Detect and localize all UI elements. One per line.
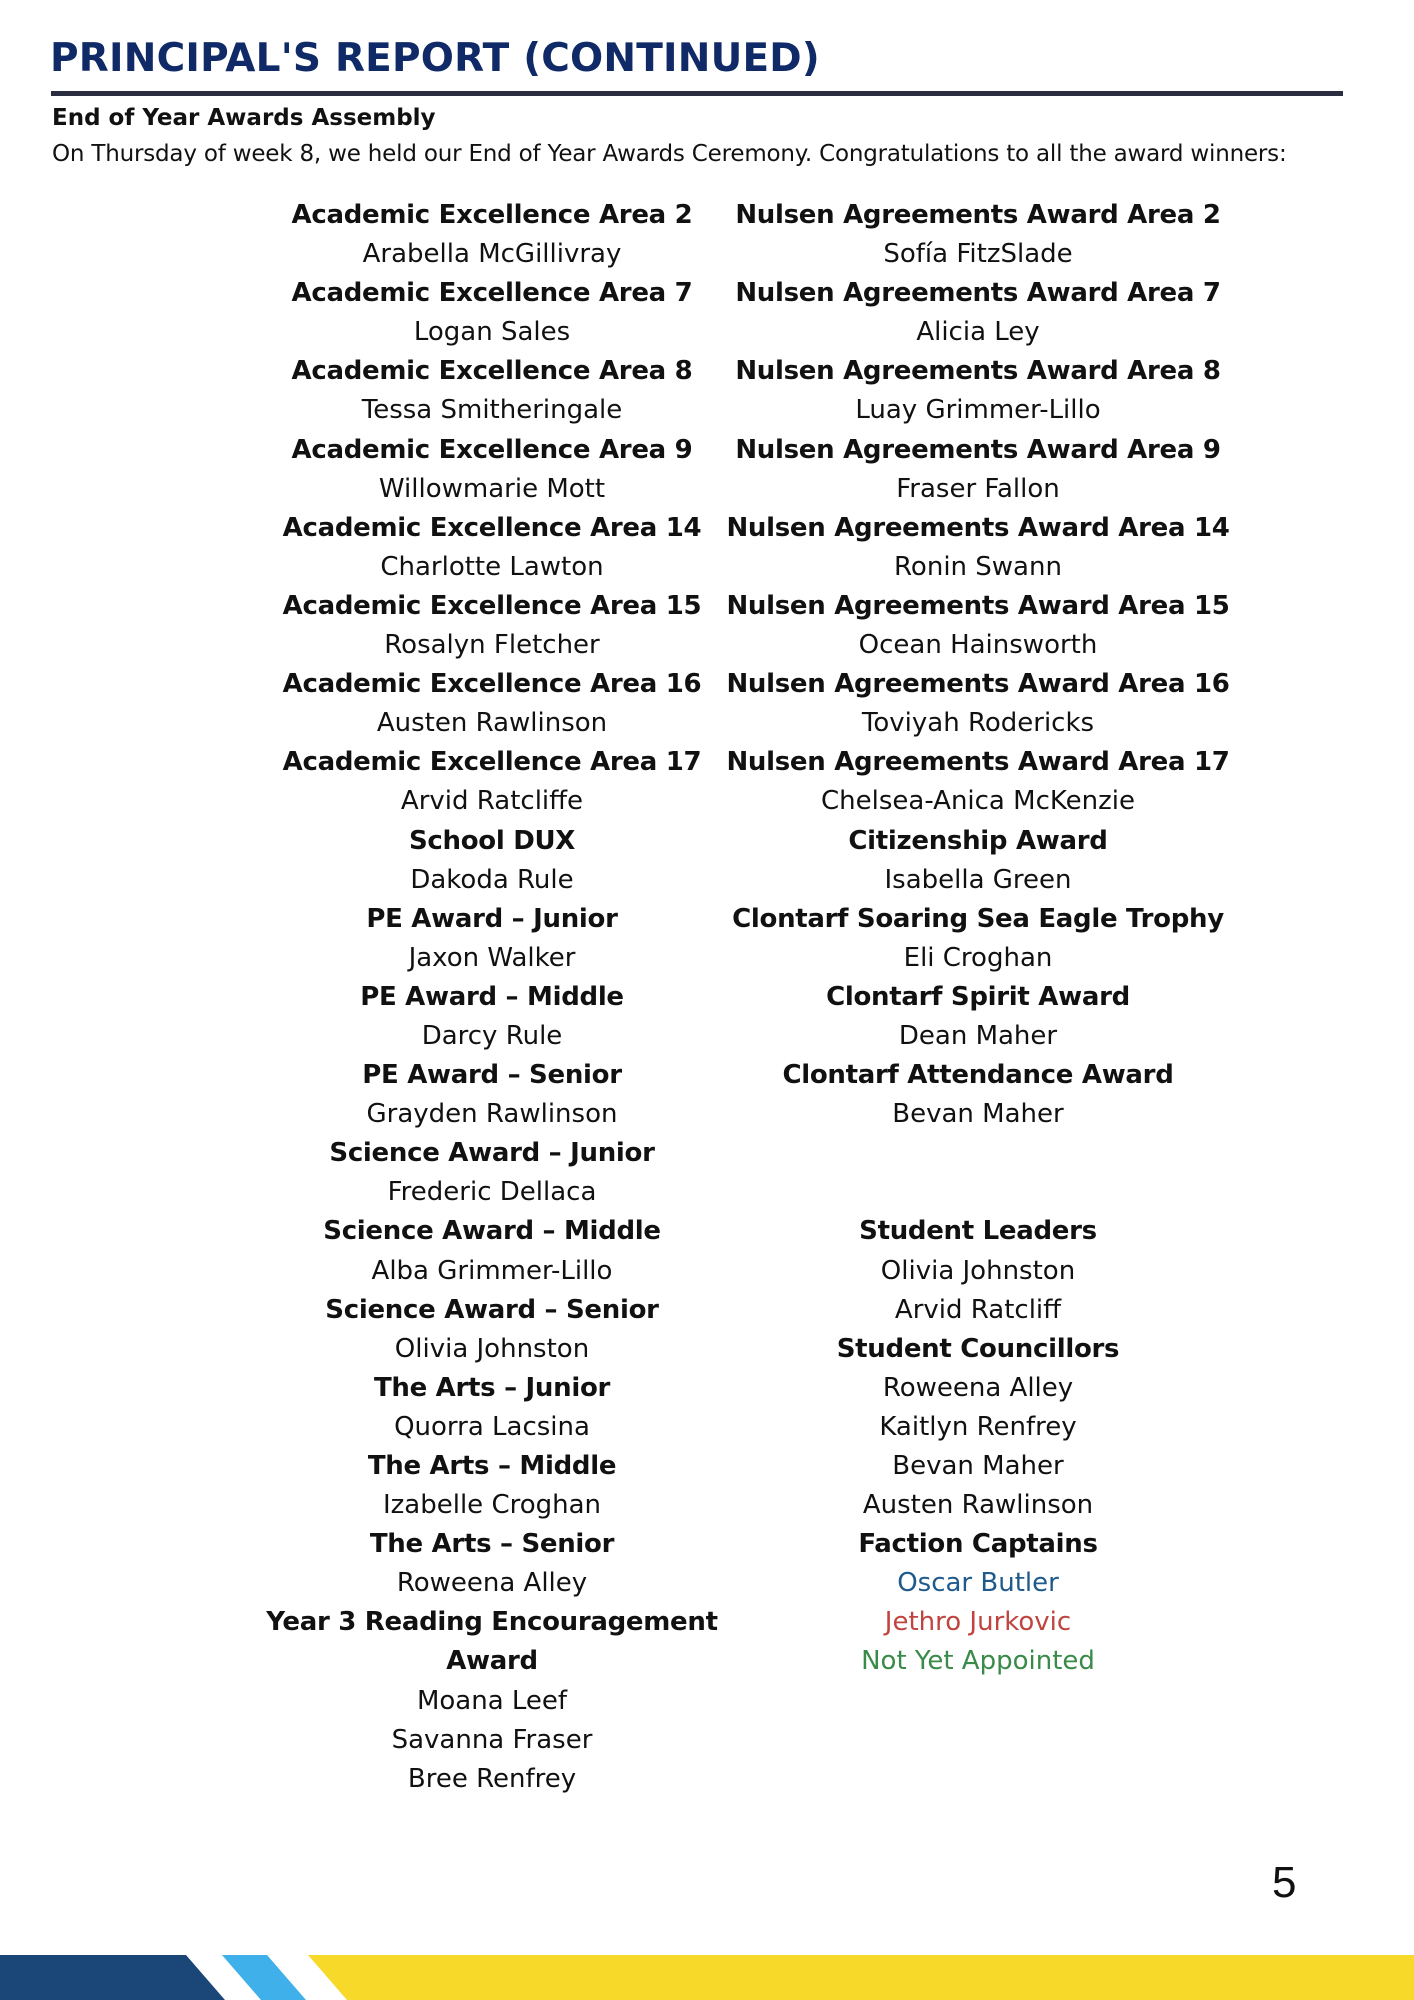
list-spacer [702, 1173, 1254, 1212]
recipient-name: Bevan Maher [892, 1099, 1064, 1130]
footer-decorative-band [0, 1955, 1414, 2000]
award-title: Nulsen Agreements Award Area 17 [726, 747, 1230, 778]
award-title: Nulsen Agreements Award Area 14 [726, 512, 1230, 543]
recipient-name: Alicia Ley [916, 317, 1040, 348]
list-spacer [702, 1134, 1254, 1173]
award-title: Award [446, 1646, 538, 1677]
award-title: Science Award – Senior [325, 1294, 659, 1325]
award-title: Student Councillors [836, 1333, 1120, 1364]
recipient-name: Savanna Fraser [391, 1724, 593, 1755]
award-title: Clontarf Spirit Award [826, 981, 1130, 1012]
page-number: 5 [1272, 1858, 1297, 1907]
recipient-name: Moana Leef [416, 1685, 568, 1716]
recipient-name: Isabella Green [884, 864, 1072, 895]
recipient-name: Austen Rawlinson [376, 708, 608, 739]
award-title: Clontarf Attendance Award [782, 1060, 1174, 1091]
recipient-name: Arvid Ratcliffe [400, 786, 584, 817]
recipient-name: Jaxon Walker [408, 942, 576, 973]
award-title: Academic Excellence Area 15 [282, 590, 702, 621]
award-title: Academic Excellence Area 2 [291, 200, 693, 230]
recipient-name: Frederic Dellaca [387, 1177, 597, 1208]
award-title: Citizenship Award [848, 825, 1108, 856]
recipient-name: Eli Croghan [903, 942, 1053, 973]
section-heading: End of Year Awards Assembly [52, 105, 436, 131]
section-intro: On Thursday of week 8, we held our End of Year Awards Ceremony. Congratulations to all the award winners: [52, 141, 1287, 167]
award-title: Student Leaders [859, 1216, 1097, 1247]
awards-left-column [240, 196, 744, 1799]
recipient-name: Not Yet Appointed [861, 1646, 1095, 1677]
award-title: Academic Excellence Area 9 [291, 434, 693, 465]
recipient-name: Ocean Hainsworth [858, 630, 1098, 661]
recipient-name: Quorra Lacsina [394, 1411, 590, 1442]
recipient-name: Dakoda Rule [410, 864, 574, 895]
award-title: Academic Excellence Area 8 [291, 356, 693, 387]
awards-right-column [702, 196, 1254, 1682]
recipient-name: Kaitlyn Renfrey [879, 1411, 1077, 1442]
award-title: Nulsen Agreements Award Area 7 [735, 278, 1221, 309]
recipient-name: Toviyah Rodericks [861, 708, 1095, 739]
award-title: Academic Excellence Area 7 [291, 278, 693, 309]
recipient-name: Tessa Smitheringale [361, 395, 623, 426]
award-title: Academic Excellence Area 16 [282, 669, 702, 700]
recipient-name: Darcy Rule [421, 1020, 563, 1051]
award-title: Nulsen Agreements Award Area 15 [726, 590, 1230, 621]
award-title: PE Award – Middle [360, 981, 624, 1012]
title-divider [51, 91, 1343, 96]
award-title: PE Award – Junior [366, 903, 618, 934]
recipient-name: Roweena Alley [396, 1568, 588, 1599]
recipient-name: Logan Sales [413, 317, 571, 348]
award-title: Nulsen Agreements Award Area 9 [735, 434, 1221, 465]
recipient-name: Charlotte Lawton [380, 551, 604, 582]
recipient-name: Luay Grimmer-Lillo [855, 395, 1101, 426]
award-title: The Arts – Junior [373, 1372, 611, 1403]
recipient-name: Bree Renfrey [407, 1763, 577, 1794]
recipient-name: Izabelle Croghan [382, 1490, 602, 1521]
recipient-name: Alba Grimmer-Lillo [371, 1255, 613, 1286]
award-title: Faction Captains [858, 1529, 1098, 1560]
award-title: The Arts – Senior [369, 1529, 615, 1560]
recipient-name: Olivia Johnston [394, 1333, 590, 1364]
award-title: Nulsen Agreements Award Area 8 [735, 356, 1221, 387]
recipient-name: Sofía FitzSlade [883, 239, 1073, 270]
award-title: The Arts – Middle [367, 1451, 617, 1481]
recipient-name: Arabella McGillivray [362, 239, 622, 270]
footer-navy-stripe [0, 1955, 225, 2000]
recipient-name: Rosalyn Fletcher [384, 630, 600, 661]
recipient-name: Ronin Swann [894, 551, 1062, 582]
award-title: Year 3 Reading Encouragement [266, 1607, 718, 1638]
recipient-name: Olivia Johnston [880, 1255, 1076, 1286]
award-title: Science Award – Junior [329, 1138, 655, 1169]
recipient-name: Austen Rawlinson [862, 1490, 1094, 1521]
footer-yellow-stripe [308, 1955, 1414, 2000]
recipient-name: Bevan Maher [892, 1451, 1064, 1481]
recipient-name: Dean Maher [898, 1020, 1058, 1051]
recipient-name: Willowmarie Mott [378, 473, 606, 504]
award-title: Academic Excellence Area 14 [282, 512, 702, 543]
award-title: Nulsen Agreements Award Area 16 [726, 669, 1230, 700]
award-title: Science Award – Middle [323, 1216, 661, 1247]
recipient-name: Roweena Alley [882, 1372, 1074, 1403]
award-title: PE Award – Senior [362, 1060, 622, 1091]
award-title: Clontarf Soaring Sea Eagle Trophy [732, 903, 1224, 934]
award-title: School DUX [408, 825, 576, 856]
award-title: Nulsen Agreements Award Area 2 [735, 200, 1221, 230]
recipient-name: Grayden Rawlinson [366, 1099, 618, 1130]
recipient-name: Oscar Butler [897, 1568, 1059, 1599]
recipient-name: Chelsea-Anica McKenzie [821, 786, 1135, 817]
recipient-name: Jethro Jurkovic [884, 1607, 1072, 1638]
recipient-name: Fraser Fallon [896, 473, 1060, 504]
recipient-name: Arvid Ratcliff [894, 1294, 1062, 1325]
award-title: Academic Excellence Area 17 [282, 747, 702, 778]
page-title: PRINCIPAL'S REPORT (CONTINUED) [50, 36, 820, 81]
footer-light-blue-stripe [222, 1955, 306, 2000]
